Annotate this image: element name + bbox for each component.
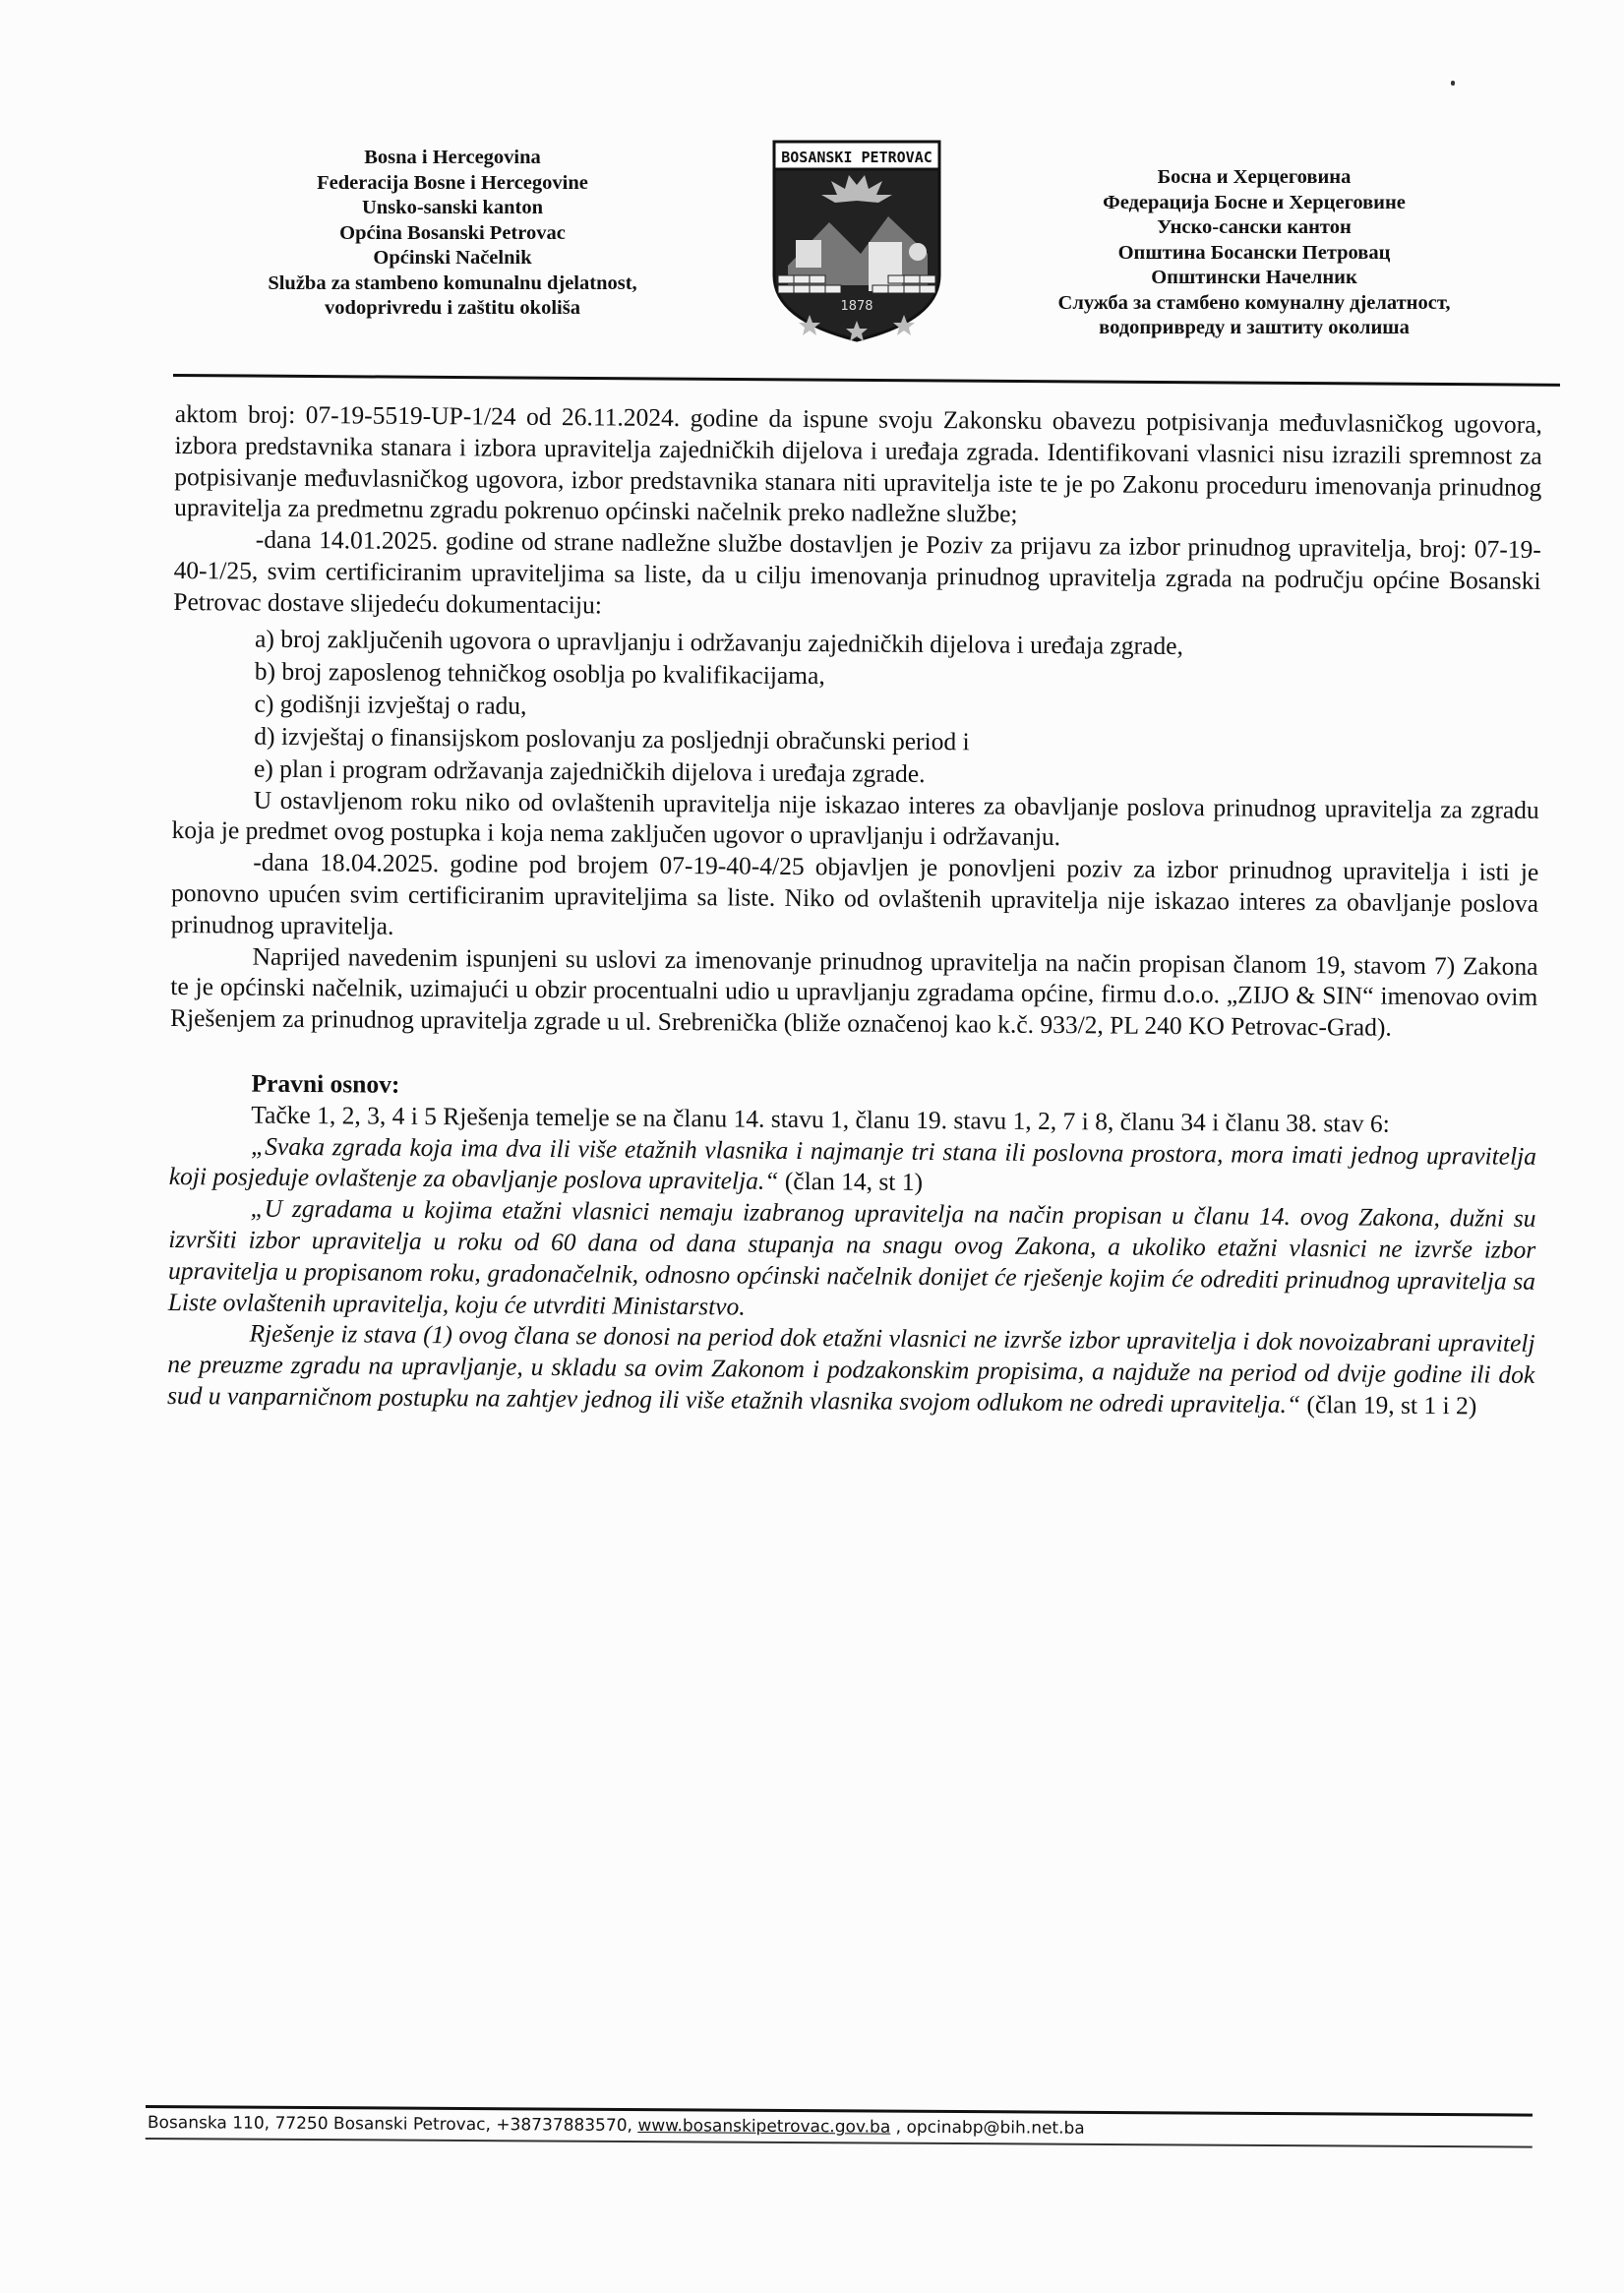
header-line: Općina Bosanski Petrovac xyxy=(339,221,566,244)
footer-website-link[interactable]: www.bosanskipetrovac.gov.ba xyxy=(637,2116,891,2138)
documentation-list xyxy=(172,622,1540,795)
paragraph: Naprijed navedenim ispunjeni su uslovi za imenovanje prinudnog upravitelja na način propisan članom 19, stavom 7) Zakona te je općinski načelnik, uzimajući u obzir procentualni udio u upravljanju zgradama općine, firmu d.o.o. „ZIJO & SIN“ imenovao ovim Rješenjem za prinudnog upravitelja zgrade u ul. Srebrenička (bliže označenoj kao k.č. 933/2, PL 240 KO Petrovac-Grad). xyxy=(169,941,1538,1042)
header-line: Služba za stambeno komunalnu djelatnost, xyxy=(268,272,637,294)
footer-separator: , xyxy=(890,2117,907,2138)
header-cyrillic xyxy=(979,165,1530,341)
header-line: Општински Начелник xyxy=(1151,267,1357,288)
footer xyxy=(146,2105,1533,2148)
list-item: b) broj zaposlenog tehničkog osoblja po kvalifikacijama, xyxy=(254,656,825,690)
header-line: Босна и Херцеговина xyxy=(1157,166,1352,188)
document-body xyxy=(167,398,1542,1422)
quote-text: Rješenje iz stava (1) ovog člana se donosi na period dok etažni vlasnici ne izvrše izbor upravitelja i dok novoizabrani upravitelj ne preuzme zgradu na upravljanje, u skladu sa ovim Zakonom i podzakonskim propisima, a najduže na period od dvije godine ili dok sud u vanparničnom postupku na zahtjev jednog ili više etažnih vlasnika svojom odlukom ne odredi upravitelja.“ xyxy=(166,1318,1535,1418)
header-line: Bosna i Hercegovina xyxy=(364,147,541,168)
header-line: водопривреду и заштиту околиша xyxy=(1099,317,1410,338)
paragraph: -dana 14.01.2025. godine od strane nadležne službe dostavljen je Poziv za prijavu za izbor prinudnog upravitelja, broj: 07-19-40-1/25, svim certificiranim upraviteljima sa liste, da u cilju imenovanja prinudnog upravitelja zgrada na području općine Bosanski Petrovac dostave slijedeću dokumentaciju: xyxy=(173,524,1541,620)
header-line: Општина Босански Петровац xyxy=(1117,241,1391,264)
header-line: vodoprivredu i zaštitu okoliša xyxy=(325,297,580,319)
list-item: d) izvještaj o finansijskom poslovanju za posljednji obračunski period i xyxy=(254,721,970,755)
paragraph: Tačke 1, 2, 3, 4 i 5 Rješenja temelje se na članu 14. stavu 1, članu 19. stavu 1, 2, 7 i 8, članu 34 i članu 38. stav 6: xyxy=(251,1100,1390,1138)
paragraph: -dana 18.04.2025. godine pod brojem 07-19-40-4/25 objavljen je ponovljeni poziv za izbor prinudnog upravitelja i isti je ponovno upućen svim certificiranim upraviteljima sa liste. Niko od ovlaštenih upravitelja nije iskazao interes za obavljanje poslova prinudnog upravitelja. xyxy=(170,847,1539,940)
header-line: Općinski Načelnik xyxy=(373,247,532,269)
paragraph: aktom broj: 07-19-5519-UP-1/24 od 26.11.2024. godine da ispune svoju Zakonsku obavezu potpisivanja međuvlasničkog ugovora, izbora predstavnika stanara i izbora upravitelja zajedničkih dijelova i uređaja zgrada. Identifikovani vlasnici nisu izrazili spremnost za potpisivanje međuvlasničkog ugovora, izbor predstavnika stanara niti upravitelja iste te je po Zakonu proceduru imenovanja prinudnog upravitelja za predmetnu zgradu pokrenuo općinski načelnik preko nadležne službe; xyxy=(174,398,1542,529)
footer-email[interactable]: opcinabp@bih.net.ba xyxy=(906,2117,1085,2139)
quote xyxy=(169,1130,1536,1204)
crest-title: BOSANSKI PETROVAC xyxy=(781,149,932,166)
scan-mark xyxy=(1451,81,1455,86)
header-line: Unsko-sanski kanton xyxy=(361,197,544,218)
header-latin xyxy=(177,146,728,322)
quote-reference: (član 19, st 1 i 2) xyxy=(1299,1389,1477,1420)
list-item: a) broj zaključenih ugovora o upravljanju i održavanju zajedničkih dijelova i uređaja zgrade, xyxy=(254,624,1184,660)
header-divider xyxy=(173,374,1560,387)
paragraph: U ostavljenom roku niko od ovlaštenih upravitelja nije iskazao interes za obavljanje poslova prinudnog upravitelja za zgradu koja je predmet ovog postupka i koja nema zaključen ugovor o upravljanju i održavanju. xyxy=(171,785,1539,852)
header-line: Унско-сански кантон xyxy=(1157,216,1352,238)
list-item: e) plan i program održavanja zajedničkih dijelova i uređaja zgrade. xyxy=(253,754,926,788)
section-title: Pravni osnov: xyxy=(251,1068,400,1099)
header-line: Служба за стамбено комуналну дјелатност, xyxy=(1057,291,1451,314)
quote: „U zgradama u kojima etažni vlasnici nemaju izabranog upravitelja na način propisan u članu 14. ovog Zakona, dužni su izvršiti izbor upravitelja u roku od 60 dana od dana stupanja na snagu ovog Zakona, a ukoliko etažni vlasnici ne izvrše izbor upravitelja u propisanom roku, gradonačelnik, odnosno općinski načelnik donijet će rješenje kojim će odrediti prinudnog upravitelja sa Liste ovlaštenih upravitelja, koju će utvrditi Ministarstvo. xyxy=(167,1193,1536,1321)
coat-of-arms-icon xyxy=(770,138,943,344)
footer-address: Bosanska 110, 77250 Bosanski Petrovac, +38737883570, xyxy=(147,2113,638,2137)
header-line: Федерација Босне и Херцеговине xyxy=(1103,191,1406,213)
quote-text: „Svaka zgrada koja ima dva ili više etažnih vlasnika i najmanje tri stana ili poslovna prostora, mora imati jednog upravitelja koji posjeduje ovlaštenje za obavljanje poslova upravitelja.“ xyxy=(168,1131,1537,1196)
header-line: Federacija Bosne i Hercegovine xyxy=(317,171,588,194)
crest-year: 1878 xyxy=(840,299,873,314)
quote-reference: (član 14, st 1) xyxy=(778,1167,924,1197)
list-item: c) godišnji izvještaj o radu, xyxy=(254,689,527,720)
quote xyxy=(167,1317,1535,1421)
